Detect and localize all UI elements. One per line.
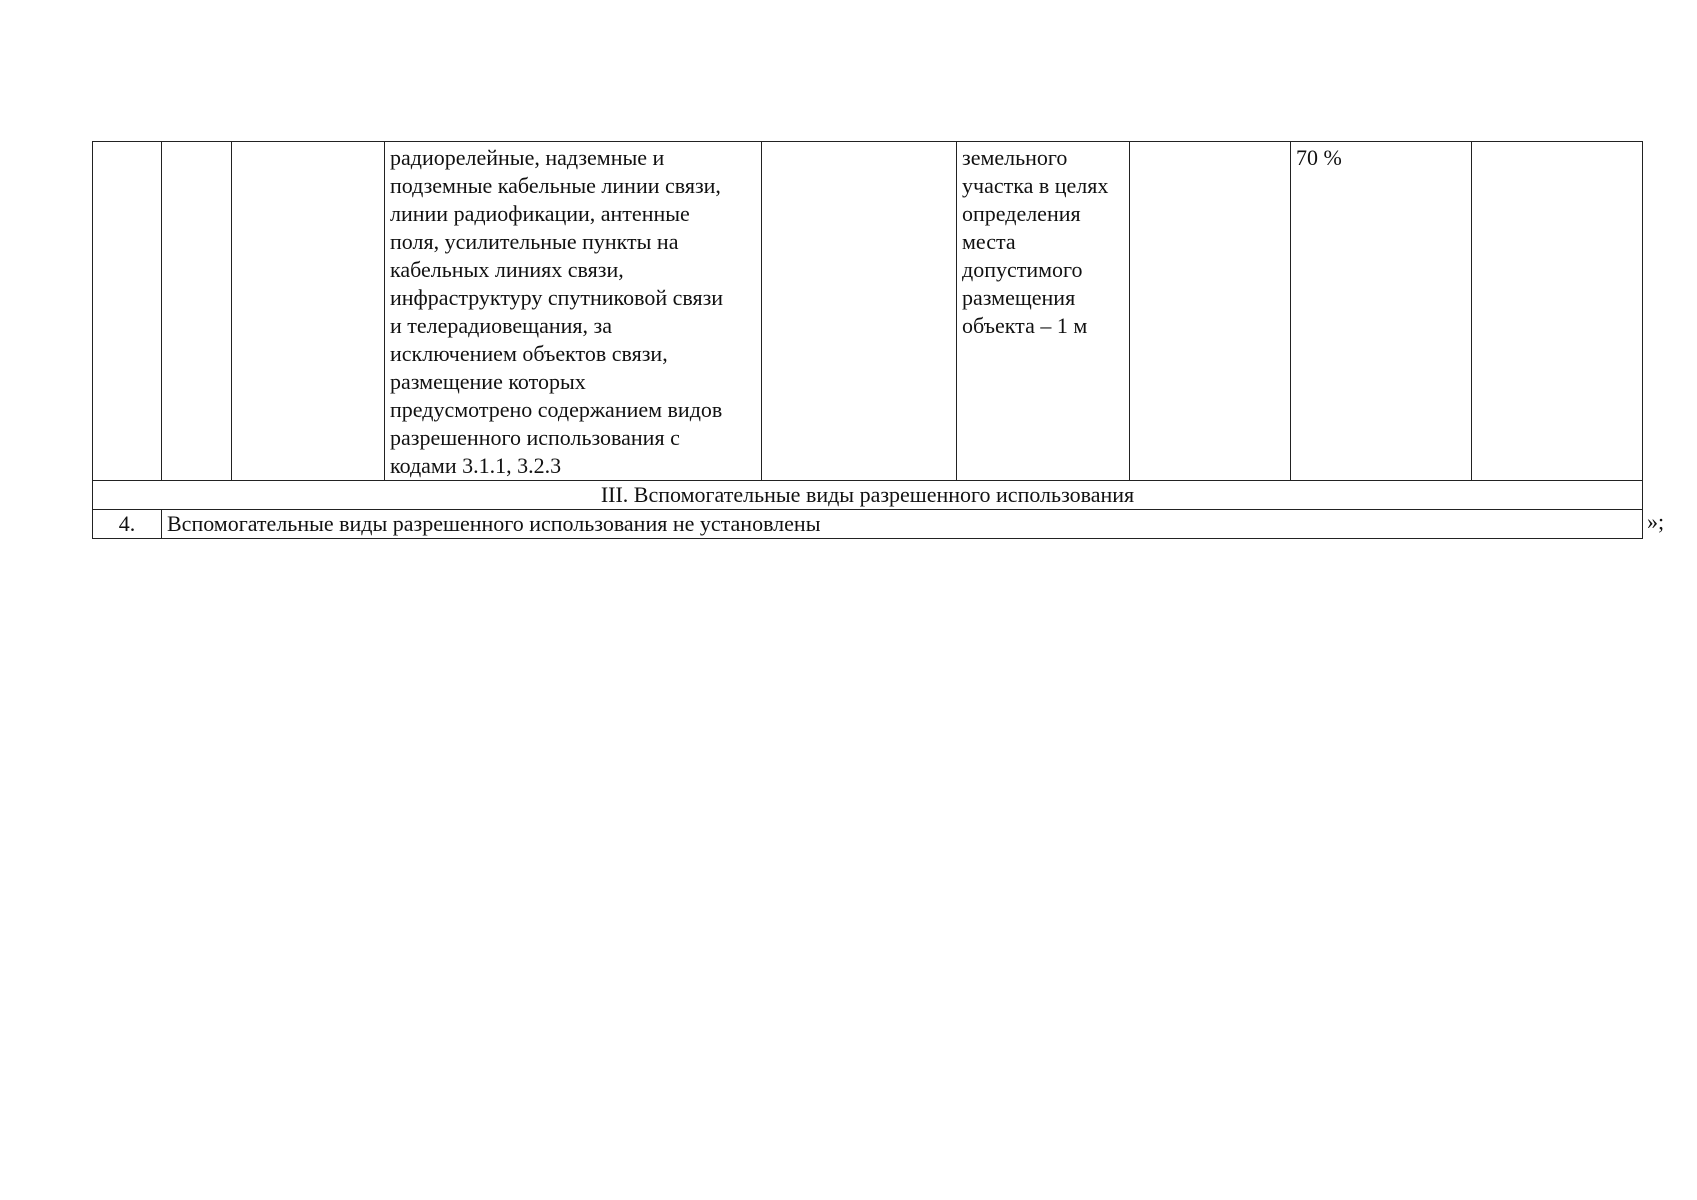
- table-row-auxiliary: [93, 510, 1643, 539]
- cell-coverage-percent: 70 %: [1291, 142, 1472, 481]
- cell-empty-5: [762, 142, 957, 481]
- closing-quote-mark: »;: [1647, 509, 1665, 534]
- cell-empty-2: [162, 142, 232, 481]
- table-row-continued: [93, 142, 1643, 481]
- cell-empty-7: [1130, 142, 1291, 481]
- section-header-row: [93, 481, 1643, 510]
- cell-empty-9: [1472, 142, 1643, 481]
- auxiliary-uses-text: Вспомогательные виды разрешенного использования не установлены: [162, 510, 1643, 539]
- permitted-use-table: [92, 141, 1643, 539]
- cell-number: [93, 142, 162, 481]
- cell-setback-parameter: земельного участка в целях определения места допустимого размещения объекта – 1 м: [957, 142, 1130, 481]
- cell-empty-3: [232, 142, 385, 481]
- row-number: 4.: [93, 510, 162, 539]
- section-header: III. Вспомогательные виды разрешенного использования: [93, 481, 1643, 510]
- cell-use-description: радиорелейные, надземные и подземные кабельные линии связи, линии радиофикации, антенные поля, усилительные пункты на кабельных линиях связи, инфраструктуру спутниковой связи и телерадиовещания, за исключением объектов связи, размещение которых предусмотрено содержанием видов разрешенного использования с кодами 3.1.1, 3.2.3: [385, 142, 762, 481]
